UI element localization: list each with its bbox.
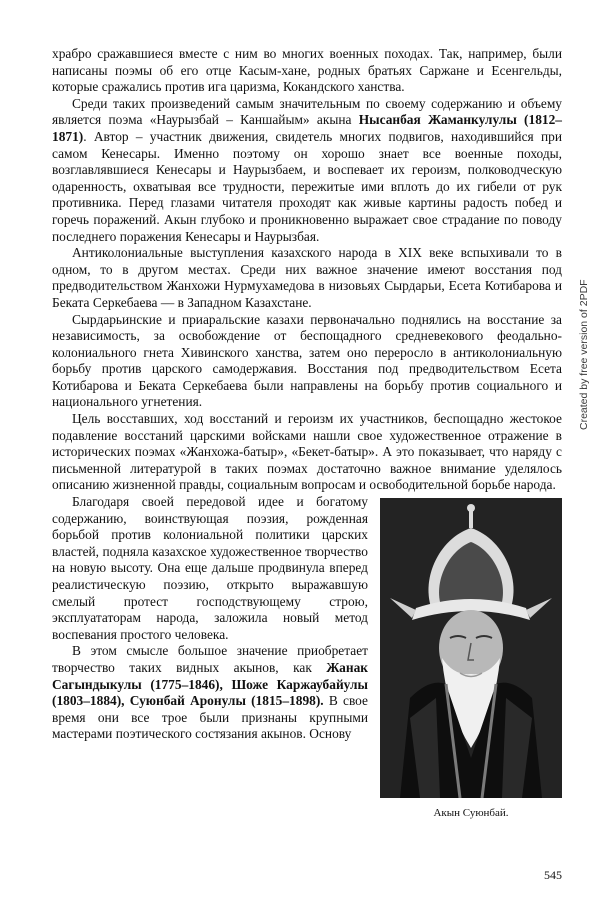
page-number: 545 xyxy=(544,868,562,882)
text-span: Сырдарьинские и приаральские казахи первоначально поднялись на восстание за независимость, за освобождение от беспощадного средневекового феодально-колониального гнета Хивинского ханства, затем оно переросло в антиколониальную борьбу против царского самодержавия. Восстания под предводительством Есета Котибарова и Беката Серкебаева были направлены на борьбу против социального и национального угнетения. xyxy=(52,311,562,410)
paragraph-4 xyxy=(52,312,562,412)
text-span: Цель восставших, ход восстаний и героизм их участников, беспощадно жестокое подавление восстаний царскими войсками нашли свое художественное отражение в исторических поэмах «Жанхожа-батыр», «Бекет-батыр». А это показывает, что наряду с письменной литературой в таких поэмах достаточно важное внимание уделялось описанию жизненной правды, социальным вопросам и освободительной борьбе народа. xyxy=(52,411,562,493)
portrait-image xyxy=(380,498,562,798)
text-span: В свое время они все трое были признаны крупными мастерами поэтического состязания акынов. Основу xyxy=(52,693,368,742)
paragraph-2 xyxy=(52,96,562,245)
paragraph-1 xyxy=(52,46,562,96)
text-span: В этом смысле большое значение приобретает творчество таких видных акынов, как xyxy=(52,643,368,675)
page-text xyxy=(52,46,562,832)
paragraph-5 xyxy=(52,411,562,494)
text-span: Антиколониальные выступления казахского народа в XIX веке вспыхивали то в одном, то в другом местах. Среди них важное значение имеют восстания под предводительством Жанхожи Нурмухамедова в низовьях Сырдарьи, Есета Котибарова и Беката Серкебаева — в Западном Казахстане. xyxy=(52,245,562,310)
paragraph-3 xyxy=(52,245,562,311)
text-span: храбро сражавшиеся вместе с ним во многих военных походах. Так, например, были написаны поэмы об его отце Касым-хане, родных братьях Саржане и Есенгельды, которые сражались против ига царизма, Кокандского ханства. xyxy=(52,46,562,95)
text-span: Среди таких произведений самым значительным по своему содержанию и объему является поэма «Наурызбай – Каншайым» акына xyxy=(52,95,562,128)
watermark-text: Created by free version of 2PDF xyxy=(578,279,590,430)
portrait-caption: Акын Суюнбай. xyxy=(433,807,509,820)
author-name-nysanbai: Нысанбая Жаманкулулы (1812–1871) xyxy=(52,112,562,144)
text-span: Благодаря своей передовой идее и богатому содержанию, воинствующая поэзия, рожденная борьбой против колониальной политики царских властей, подняла казахское художественное творчество на новую высоту. Она еще дальше продвинула вперед реалистическую поэзию, открыто выражавшую смелый протест господствующему строю, эксплуататорам народа, заложила новый метод воспевания простого человека. xyxy=(52,494,368,642)
text-span: . Автор – участник движения, свидетель многих подвигов, находившийся при самом Кенесары. Именно поэтому он хорошо знает все военные походы, возглавлявшиеся Кенесары и Наурызбаем, и воспевает их героизм, полководческую одаренность, охватывая все трудности, пережитые ими вплоть до их гибели от рук противника. Перед глазами читателя проходят как живые картины радость побед и горечь поражений. Акын глубоко и проникновенно выражает свое страдание по поводу последнего поражения Кенесары и Наурызбая. xyxy=(52,128,562,244)
author-names-bold: Жанак Сагындыкулы (1775–1846), Шоже Каржаубайулы (1803–1884), Суюнбай Аронулы (1815–1898). xyxy=(52,659,368,709)
portrait-figure xyxy=(380,498,562,828)
